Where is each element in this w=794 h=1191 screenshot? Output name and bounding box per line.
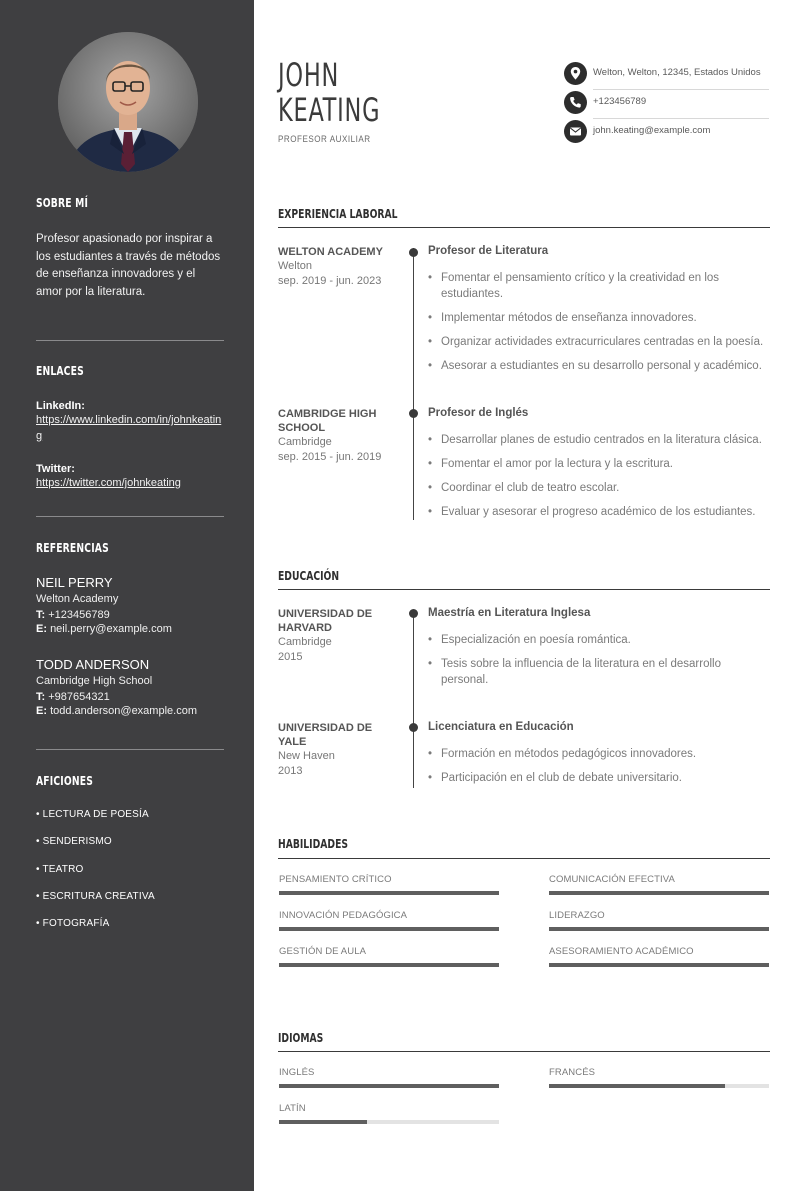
- skill-bar: [549, 927, 769, 931]
- reference-email: [36, 623, 224, 635]
- timeline-dot: [409, 248, 418, 257]
- language-bar: [279, 1120, 499, 1124]
- skill-label: INNOVACIÓN PEDAGÓGICA: [279, 910, 408, 921]
- employment-dates: sep. 2019 - jun. 2023: [278, 275, 382, 287]
- skill-bar-fill: [279, 891, 499, 895]
- link-twitter: [36, 463, 224, 491]
- reference-email: [36, 705, 224, 717]
- link-label: Twitter:: [36, 463, 75, 475]
- degree-bullet: • Formación en métodos pedagógicos innovadores.: [428, 746, 770, 762]
- job-bullet: • Asesorar a estudiantes en su desarrollo personal y académico.: [428, 358, 770, 374]
- skill-bar-fill: [549, 963, 769, 967]
- timeline-dot: [409, 609, 418, 618]
- link-linkedin: [36, 400, 224, 444]
- contact-divider: [593, 89, 769, 90]
- address-text: Welton, Welton, 12345, Estados Unidos: [593, 67, 761, 78]
- language-item: [549, 1067, 769, 1078]
- skill-label: COMUNICACIÓN EFECTIVA: [549, 874, 675, 885]
- skills-heading: HABILIDADES: [278, 836, 349, 851]
- section-rule: [278, 858, 770, 859]
- candidate-role: PROFESOR AUXILIAR: [278, 134, 371, 145]
- skill-bar: [549, 891, 769, 895]
- skill-bar: [549, 963, 769, 967]
- phone-text: +123456789: [593, 96, 647, 107]
- skill-bar: [279, 891, 499, 895]
- reference-item: [36, 575, 224, 635]
- name-first: JOHN: [278, 56, 340, 94]
- twitter-link[interactable]: https://twitter.com/johnkeating: [36, 477, 181, 489]
- skill-bar-fill: [279, 963, 499, 967]
- location-pin-icon: [564, 62, 587, 85]
- hobby-item: • ESCRITURA CREATIVA: [36, 891, 155, 902]
- contact-divider: [593, 118, 769, 119]
- skill-bar-fill: [549, 891, 769, 895]
- skill-item: [279, 874, 499, 885]
- job-title: Profesor de Literatura: [428, 245, 549, 257]
- experience-heading: EXPERIENCIA LABORAL: [278, 206, 398, 221]
- email-label: E:: [36, 705, 47, 717]
- skill-label: ASESORAMIENTO ACADÉMICO: [549, 946, 694, 957]
- degree-bullet: • Especialización en poesía romántica.: [428, 632, 770, 648]
- timeline-dot: [409, 723, 418, 732]
- sidebar: [0, 0, 254, 1191]
- skill-item: [549, 946, 769, 957]
- contact-email: [564, 120, 769, 149]
- references-section: [36, 540, 224, 555]
- contact-address: [564, 62, 769, 91]
- timeline-dot: [409, 409, 418, 418]
- skill-label: GESTIÓN DE AULA: [279, 946, 367, 957]
- hobbies-heading: AFICIONES: [36, 773, 94, 788]
- hobby-item: • FOTOGRAFÍA: [36, 918, 110, 929]
- email-value[interactable]: neil.perry@example.com: [50, 623, 172, 635]
- candidate-name: [278, 58, 380, 128]
- phone-label: T:: [36, 691, 46, 703]
- reference-item: [36, 657, 224, 717]
- skill-item: [549, 910, 769, 921]
- skill-label: PENSAMIENTO CRÍTICO: [279, 874, 392, 885]
- section-rule: [278, 227, 770, 228]
- skill-bar: [279, 927, 499, 931]
- skill-item: [279, 910, 499, 921]
- job-bullet: • Fomentar el pensamiento crítico y la creatividad en los estudiantes.: [428, 270, 770, 302]
- skill-bar: [279, 963, 499, 967]
- linkedin-link[interactable]: https://www.linkedin.com/in/johnkeating: [36, 414, 222, 442]
- reference-org: Welton Academy: [36, 593, 119, 605]
- school-name: UNIVERSIDAD DE YALE: [278, 722, 373, 748]
- reference-phone: [36, 691, 224, 703]
- language-item: [279, 1103, 499, 1114]
- employer-location: Cambridge: [278, 436, 332, 448]
- section-rule: [278, 589, 770, 590]
- email-text[interactable]: john.keating@example.com: [593, 125, 711, 136]
- language-label: INGLÉS: [279, 1067, 315, 1078]
- timeline-line: [413, 610, 414, 788]
- contact-phone: [564, 91, 769, 120]
- school-location: Cambridge: [278, 636, 332, 648]
- reference-name: TODD ANDERSON: [36, 657, 150, 672]
- graduation-year: 2013: [278, 765, 303, 777]
- reference-phone: [36, 609, 224, 621]
- skill-bar-fill: [279, 927, 499, 931]
- job-bullet: • Implementar métodos de enseñanza innovadores.: [428, 310, 770, 326]
- school-location: New Haven: [278, 750, 335, 762]
- phone-value: +123456789: [48, 609, 110, 621]
- job-bullet: • Coordinar el club de teatro escolar.: [428, 480, 770, 496]
- phone-icon: [564, 91, 587, 114]
- degree-bullet: • Participación en el club de debate universitario.: [428, 770, 770, 786]
- about-heading: SOBRE MÍ: [36, 195, 89, 210]
- link-label: LinkedIn:: [36, 400, 85, 412]
- education-heading: EDUCACIÓN: [278, 568, 340, 583]
- skill-item: [549, 874, 769, 885]
- hobby-item: • SENDERISMO: [36, 836, 112, 847]
- job-bullet: • Desarrollar planes de estudio centrados en la literatura clásica.: [428, 432, 770, 448]
- language-bar: [549, 1084, 769, 1088]
- degree-bullet: • Tesis sobre la influencia de la literatura en el desarrollo personal.: [428, 656, 758, 688]
- language-label: LATÍN: [279, 1103, 306, 1114]
- reference-org: Cambridge High School: [36, 675, 153, 687]
- links-section: [36, 363, 224, 378]
- language-bar-fill: [279, 1084, 499, 1088]
- employer-name: CAMBRIDGE HIGH SCHOOL: [278, 408, 377, 434]
- timeline-line: [413, 404, 414, 520]
- language-bar-fill: [279, 1120, 367, 1124]
- person-portrait-icon: [58, 32, 198, 172]
- languages-heading: IDIOMAS: [278, 1030, 324, 1045]
- email-value[interactable]: todd.anderson@example.com: [50, 705, 197, 717]
- profile-photo: [58, 32, 198, 172]
- sidebar-divider: [36, 749, 224, 750]
- sidebar-divider: [36, 340, 224, 341]
- name-last: KEATING: [278, 91, 381, 129]
- timeline-line: [413, 248, 414, 404]
- references-heading: REFERENCIAS: [36, 540, 109, 555]
- job-bullet: • Evaluar y asesorar el progreso académico de los estudiantes.: [428, 504, 770, 520]
- email-label: E:: [36, 623, 47, 635]
- degree-title: Maestría en Literatura Inglesa: [428, 607, 591, 619]
- language-item: [279, 1067, 499, 1078]
- employer-name: WELTON ACADEMY: [278, 246, 383, 258]
- hobby-item: • TEATRO: [36, 864, 84, 875]
- skill-bar-fill: [549, 927, 769, 931]
- section-rule: [278, 1051, 770, 1052]
- links-heading: ENLACES: [36, 363, 84, 378]
- language-label: FRANCÉS: [549, 1067, 596, 1078]
- language-bar: [279, 1084, 499, 1088]
- about-text: Profesor apasionado por inspirar a los estudiantes a través de métodos de enseñanza innovadores y el amor por la literatura.: [36, 233, 221, 298]
- skill-item: [279, 946, 499, 957]
- about-section: [36, 195, 224, 210]
- employer-location: Welton: [278, 260, 313, 272]
- employment-dates: sep. 2015 - jun. 2019: [278, 451, 382, 463]
- language-bar-fill: [549, 1084, 725, 1088]
- phone-label: T:: [36, 609, 46, 621]
- job-title: Profesor de Inglés: [428, 407, 529, 419]
- skill-label: LIDERAZGO: [549, 910, 605, 921]
- phone-value: +987654321: [48, 691, 110, 703]
- sidebar-divider: [36, 516, 224, 517]
- school-name: UNIVERSIDAD DE HARVARD: [278, 608, 373, 634]
- envelope-icon: [564, 120, 587, 143]
- reference-name: NEIL PERRY: [36, 575, 113, 590]
- job-bullet: • Fomentar el amor por la lectura y la escritura.: [428, 456, 770, 472]
- job-bullet: • Organizar actividades extracurriculares centradas en la poesía.: [428, 334, 770, 350]
- hobbies-section: [36, 773, 224, 788]
- degree-title: Licenciatura en Educación: [428, 721, 574, 733]
- graduation-year: 2015: [278, 651, 303, 663]
- hobby-item: • LECTURA DE POESÍA: [36, 809, 149, 820]
